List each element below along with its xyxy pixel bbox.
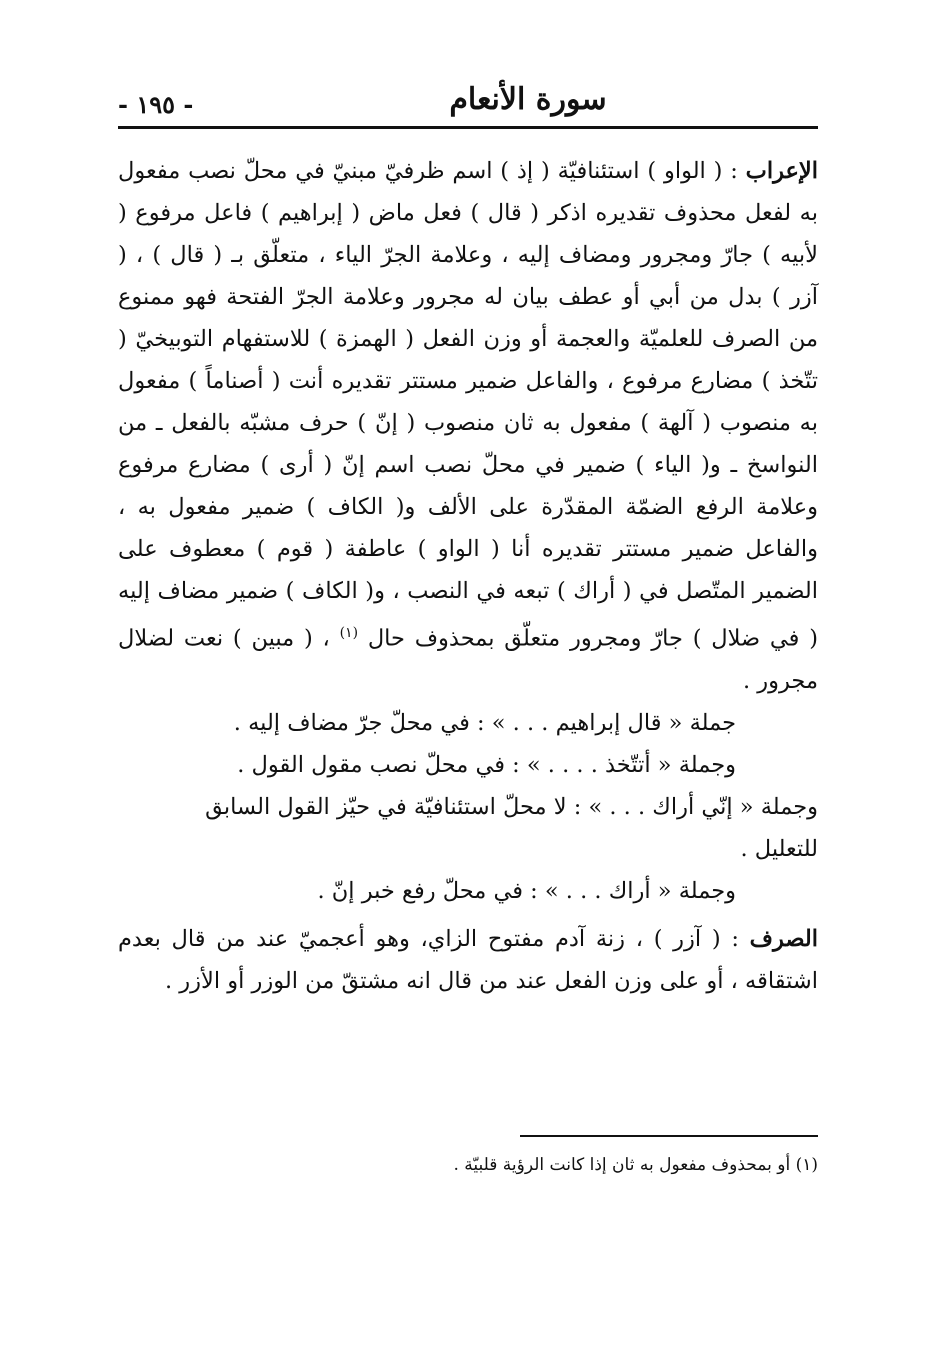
page-number: - ١٩٥ - [118, 90, 194, 119]
sentence-line: وجملة « إنّي أراك . . . » : لا محلّ استئنافيّة في حيّز القول السابق [205, 793, 818, 820]
footnote-divider [520, 1135, 818, 1137]
footnote-marker: (١) [339, 625, 359, 641]
irab-paragraph [118, 150, 818, 702]
sentence-line: جملة « قال إبراهيم . . . » : في محلّ جرّ مضاف إليه . [233, 709, 736, 736]
irab-label: الإعراب [745, 158, 818, 184]
sarf-paragraph [118, 918, 818, 1002]
surah-title: سورة الأنعام [449, 82, 607, 117]
irab-text: : ( الواو ) استئنافيّة ( إذ ) اسم ظرفيّ مبنيّ في محلّ نصب مفعول به لفعل محذوف تقديره اذكر ( قال ) فعل ماض ( إبراهيم ) فاعل مرفوع ( لأبيه ) جارّ ومجرور ومضاف إليه ، وعلامة الجرّ الياء ، متعلّق بـ ( قال ) ، ( آزر ) بدل من أبي أو عطف بيان له مجرور وعلامة الجرّ الفتحة فهو ممنوع من الصرف للعلميّة والعجمة أو وزن الفعل ( الهمزة ) للاستفهام التوبيخيّ ( تتّخذ ) مضارع مرفوع ، والفاعل ضمير مستتر تقديره أنت ( أصناماً ) مفعول به منصوب ( آلهة ) مفعول به ثان منصوب ( إنّ ) حرف مشبّه بالفعل ـ من النواسخ ـ و( الياء ) ضمير في محلّ نصب اسم إنّ ( أرى ) مضارع مرفوع وعلامة الرفع الضمّة المقدّرة على الألف و( الكاف ) ضمير مفعول به ، والفاعل ضمير مستتر تقديره أنا ( الواو ) عاطفة ( قوم ) معطوف على الضمير المتّصل في ( أراك ) تبعه في النصب ، و( الكاف ) ضمير مضاف إليه ( في ضلال ) جارّ ومجرور متعلّق بمحذوف حال [118, 158, 818, 652]
page-header [118, 82, 818, 124]
sentence-line: للتعليل . [740, 835, 818, 862]
sarf-label: الصرف [749, 925, 818, 952]
sarf-text: : ( آزر ) ، زنة آدم مفتوح الزاي، وهو أعجميّ عند من قال بعدم اشتقاقه ، أو على وزن الفعل عند من قال انه مشتقّ من الوزر أو الأزر . [118, 925, 818, 994]
sentence-line: وجملة « أتتّخذ . . . . » : في محلّ نصب مقول القول . [237, 751, 736, 778]
sentence-line: وجملة « أراك . . . » : في محلّ رفع خبر إنّ . [317, 877, 736, 904]
header-divider [118, 126, 818, 129]
footnote: (١) أو بمحذوف مفعول به ثان إذا كانت الرؤية قلبيّة . [453, 1155, 818, 1175]
irab-text-end: ، ( مبين ) نعت لضلال مجرور . [118, 625, 818, 694]
main-text [118, 150, 818, 1002]
